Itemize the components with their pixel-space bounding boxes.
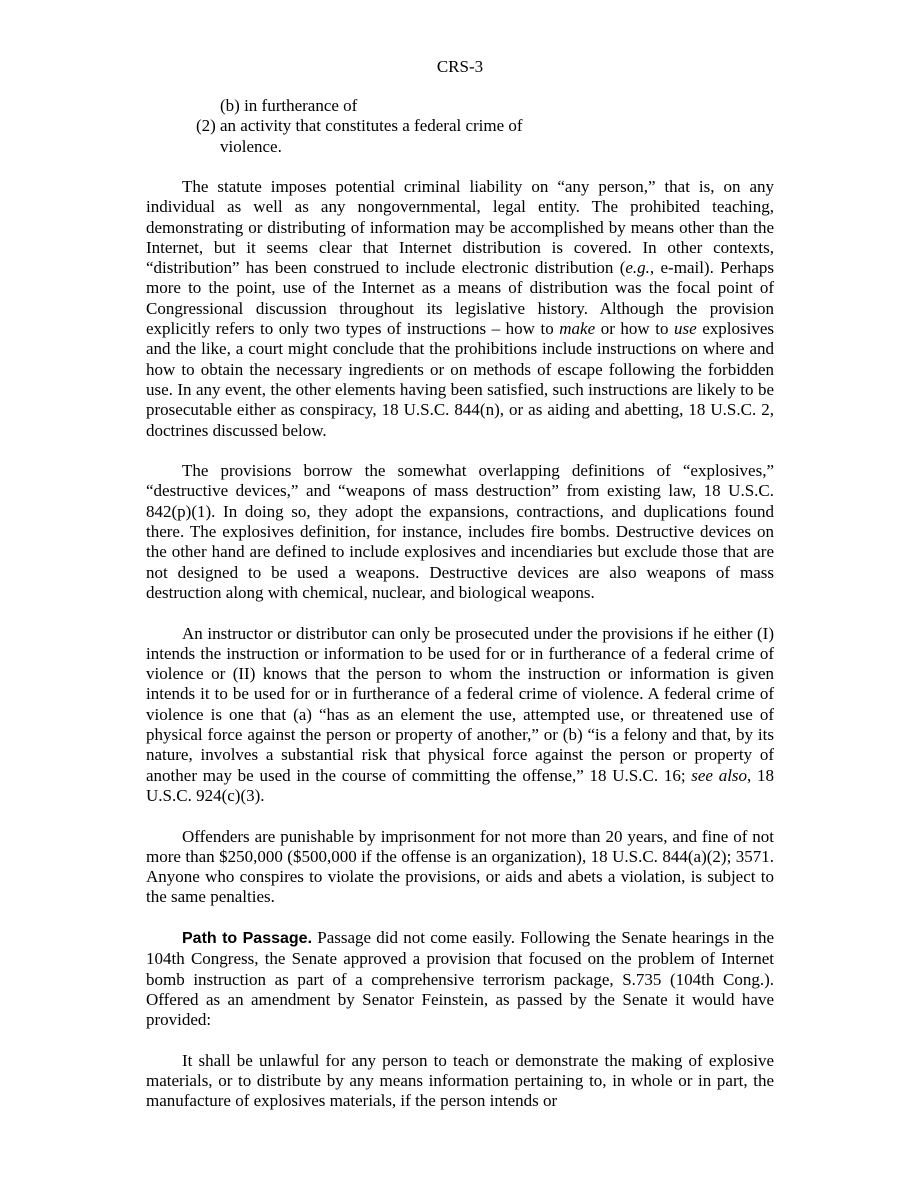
statute-list (196, 96, 576, 157)
paragraph-liability-make: make (559, 319, 596, 339)
paragraph-liability (146, 177, 774, 441)
paragraph-liability-text-b: , e-mail). Perhaps more to the point, use of the Internet as a means of distribution was the focal point of Congressional discussion throughout its legislative history. Although the provision explicitly refers to only two types of instructions – how to (146, 258, 775, 339)
paragraph-liability-eg: e.g. (625, 258, 650, 278)
paragraph-intent (146, 624, 774, 807)
page-number: CRS-3 (436, 57, 484, 76)
paragraph-liability-text-c: or how to (595, 319, 674, 339)
paragraph-intent-see-also: see also (691, 765, 748, 785)
paragraph-path-to-passage (146, 928, 774, 1030)
paragraph-intent-text-b: , 18 U.S.C. 924(c)(3). (146, 765, 775, 805)
path-to-passage-heading: Path to Passage. (182, 929, 313, 947)
document-body (146, 177, 774, 1132)
paragraph-intent-text-a: An instructor or distributor can only be prosecuted under the provisions if he either (I) intends the instruction or information to be used for or in furtherance of a federal crime of violence or (II) knows that the person to whom the instruction or information is given intends it to be used for or in furtherance of a federal crime of violence. A federal crime of violence is one that (a) “has as an element the use, attempted use, or threatened use of physical force against the person or property of another,” or (b) “is a felony and that, by its nature, involves a substantial risk that physical force against the person or property of another may be used in the course of committing the offense,” 18 U.S.C. 16; (146, 623, 774, 785)
paragraph-definitions: The provisions borrow the somewhat overlapping definitions of “explosives,” “destructive devices,” and “weapons of mass destruction” from existing law, 18 U.S.C. 842(p)(1). In doing so, they adopt the expansions, contractions, and duplications found there. The explosives definition, for instance, includes fire bombs. Destructive devices on the other hand are defined to include explosives and incendiaries but exclude those that are not designed to be used a weapons. Destructive devices are also weapons of mass destruction along with chemical, nuclear, and biological weapons. (146, 461, 774, 602)
list-item-2 (196, 116, 576, 157)
list-item-2-text: an activity that constitutes a federal crime of violence. (220, 116, 523, 156)
list-item-2-number: (2) (196, 116, 216, 136)
path-to-passage-text: Passage did not come easily. Following the Senate hearings in the 104th Congress, the Senate approved a provision that focused on the problem of Internet bomb instruction as part of a comprehensive terrorism package, S.735 (104th Cong.). Offered as an amendment by Senator Feinstein, as passed by the Senate it would have provided: (146, 927, 775, 1030)
paragraph-liability-text-d: explosives and the like, a court might conclude that the prohibitions include instructions on where and how to obtain the necessary ingredients or on methods of escape following the forbidden use. In any event, the other elements having been satisfied, such instructions are likely to be prosecutable either as conspiracy, 18 U.S.C. 844(n), or as aiding and abetting, 18 U.S.C. 2, doctrines discussed below. (146, 319, 774, 440)
paragraph-liability-use: use (674, 319, 697, 339)
list-item-b (196, 96, 576, 116)
block-quote: It shall be unlawful for any person to teach or demonstrate the making of explosive materials, or to distribute by any means information pertaining to, in whole or in part, the manufacture of explosives materials, if the person intends or (146, 1050, 774, 1111)
paragraph-penalties: Offenders are punishable by imprisonment for not more than 20 years, and fine of not more than $250,000 ($500,000 if the offense is an organization), 18 U.S.C. 844(a)(2); 3571. Anyone who conspires to violate the provisions, or aids and abets a violation, is subject to the same penalties. (146, 826, 774, 907)
paragraph-liability-text-a: The statute imposes potential criminal liability on “any person,” that is, on any individual as well as any nongovernmental, legal entity. The prohibited teaching, demonstrating or distributing of information may be accomplished by means other than the Internet, but it seems clear that Internet distribution is covered. In other contexts, “distribution” has been construed to include electronic distribution ( (146, 177, 774, 278)
list-item-b-text: (b) in furtherance of (220, 96, 358, 115)
